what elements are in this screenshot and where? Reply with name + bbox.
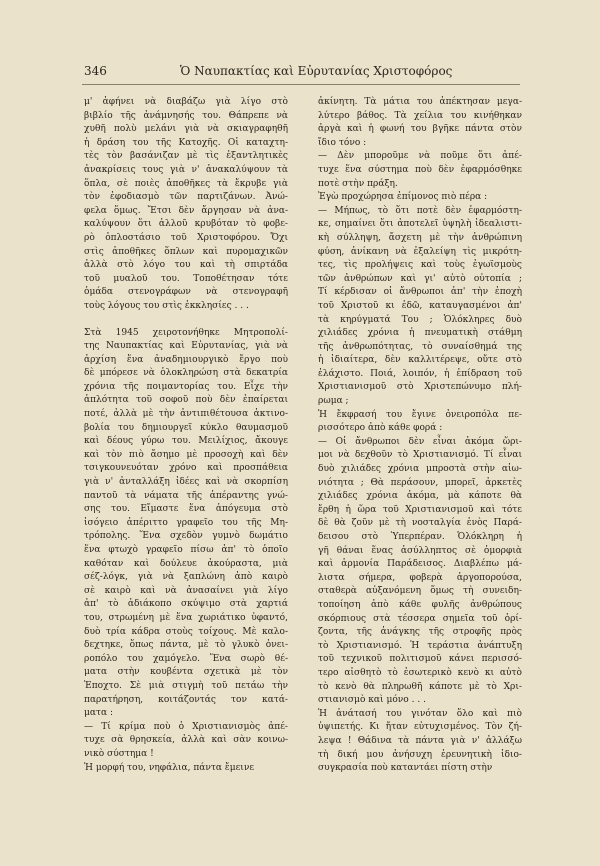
text-line: ζοντα, τῆς ἀνάγκης τῆς στροφῆς πρὸς: [318, 627, 522, 638]
text-line: ροπόλο του χαμόγελο. Ἕνα σωρὸ θέ-: [84, 653, 288, 664]
text-line: ὁμάδα στενογράφων νὰ στενογραφῆ: [84, 287, 288, 298]
text-line: ποτέ, ἀλλὰ μὲ τὴν ἀντιπιθέτουσα ἀκτινο-: [84, 409, 288, 420]
text-line: χιλιάδες χρόνια ἡ πνευματικὴ στάθμη: [318, 328, 522, 339]
text-line: Ἐγὼ προχώρησα ἐπίμονος πιὸ πέρα :: [318, 192, 488, 203]
text-line: λεψα ! Θάδινα τὰ πάντα γιὰ ν' ἀλλάξω: [318, 735, 522, 746]
text-line: τὲς τὸν βασάνιζαν μὲ τὶς ἐξαντλητικὲς: [84, 151, 288, 162]
text-line: σὲ καιρὸ καὶ νὰ ἀνασαίνει γιὰ λίγο: [84, 585, 288, 596]
text-line: τρόπολης. Ἕνα σχεδὸν γυμνὸ δωμάτιο: [84, 531, 288, 542]
paragraph: [318, 436, 522, 708]
text-line: — Δὲν μποροῦμε νὰ ποῦμε ὅτι ἀπέ-: [318, 151, 522, 162]
text-line: συγκρασία ποὺ καταντάει πίστη στὴν: [318, 763, 493, 774]
text-line: ἕνα φτωχὸ γραφεῖο πίσω ἀπ' τὸ ὁποῖο: [84, 545, 288, 555]
text-line: ἡ δράση του τῆς Κατοχῆς. Οἱ καταχτη-: [84, 137, 288, 148]
text-line: στιανισμὸ καὶ μόνο . . .: [318, 695, 426, 706]
paragraph: [318, 708, 522, 776]
text-line: Στὰ 1945 χειροτονήθηκε Μητροπολί-: [84, 327, 288, 338]
paragraph: [84, 721, 288, 762]
text-line: γῆ θάναι ἕνας ἀσύλληπτος σὲ ὀμορφιὰ: [318, 545, 522, 556]
text-line: κε, σημαίνει ὅτι ἀποτελεῖ ὑψηλὴ ἰδεαλιστι-: [318, 219, 522, 230]
text-line: δεισου στὸ Ὑπερπέραν. Ὁλόκληρη ἡ: [318, 532, 522, 542]
text-line: καὶ τὸν πιὸ ἄσημο μὲ προσοχὴ καὶ δὲν: [84, 449, 288, 460]
text-line: λιστα σήμερα, φοβερὰ ἀργοπορούσα,: [318, 572, 522, 583]
text-line: ρωμα ;: [318, 396, 349, 407]
text-line: ἁπλότητα τοῦ σοφοῦ ποὺ δὲν ἐπαίρεται: [84, 395, 288, 406]
text-line: μοι νὰ δεχθοῦν τὸ Χριστιανισμό. Τί εἶναι: [318, 450, 522, 461]
text-line: Τί κέρδισαν οἱ ἄνθρωποι ἀπ' τὴν ἐποχὴ: [318, 287, 522, 298]
text-line: σταθερὰ αὐξανόμενη ὅμως τὴ συνειδη-: [318, 586, 522, 597]
text-line: δεχτηκε, ὅπως πάντα, μὲ τὸ γλυκὸ ὀνει-: [84, 640, 288, 651]
text-line: ἀπ' τὸ ἀδιάκοπο σκύψιμο στὰ χαρτιά: [84, 599, 288, 610]
text-line: του, στρωμένη μὲ ἕνα χωριάτικο ὑφαντό,: [84, 612, 288, 623]
text-line: τοῦ τεχνικοῦ πολιτισμοῦ κάνει περισσό-: [318, 654, 522, 665]
text-line: δὲ μπόρεσε νὰ ὁλοκληρώση στὰ δεκατρία: [84, 368, 288, 379]
paragraph: [318, 150, 522, 191]
text-line: στὶς ἀποθῆκες ὅπλων καὶ πυρομαχικῶν: [84, 246, 288, 257]
text-line: ἡ ἰδιαίτερα, δὲν καλλιτέρεψε, οὔτε στὸ: [318, 355, 522, 366]
paragraph-gap: [84, 314, 288, 327]
text-line: φύση, ἀνίκανη νὰ ἐξαλείψη τὶς μικρότη-: [318, 246, 522, 257]
text-line: χρόνια τῆς ποιμαντορίας του. Εἶχε τὴν: [84, 381, 288, 392]
text-line: τὸν ἐφοδιασμὸ τῶν παρτιζάνων. Ἀνώ-: [84, 192, 288, 203]
text-line: σκόρπιους στὰ τέσσερα σημεῖα τοῦ ὁρί-: [318, 613, 522, 624]
text-line: βολία του δημιουργεῖ κύκλο θαυμασμοῦ: [84, 422, 288, 433]
text-line: ἴδιο τόνο :: [318, 137, 367, 148]
left-column: [84, 96, 288, 775]
text-line: ἀνακρίσεις τους γιὰ ν' ἀνακαλύψουν τὰ: [84, 164, 288, 175]
text-line: τσιγκουνευόταν χρόνο καὶ προσπάθεια: [84, 463, 288, 474]
text-line: τοῦ μυαλοῦ του. Τοποθέτησαν τότε: [84, 273, 288, 284]
text-line: ὑψιπετής. Κι ἤταν εὐτυχισμένος. Τὸν ζή-: [318, 722, 522, 733]
text-line: κὴ σύλληψη, ἄσχετη μὲ τὴν ἀνθρώπινη: [318, 232, 522, 243]
paragraph: [318, 96, 522, 150]
text-line: Ἡ ἀνάτασή του γινόταν ὅλο καὶ πιὸ: [318, 708, 522, 719]
text-line: ἀλλὰ στὸ λόγο του καὶ τὴ σπιρτάδα: [84, 260, 288, 271]
text-line: Ἡ μορφή του, νηφάλια, πάντα ἔμεινε: [84, 762, 255, 773]
text-line: σης του. Εἴμαστε ἕνα ἀπόγευμα στὸ: [84, 504, 288, 515]
text-line: τες, τὶς προλήψεις καὶ τοὺς ἐγωϊσμοὺς: [318, 260, 522, 271]
text-line: ποτὲ στὴν πράξη.: [318, 178, 398, 189]
text-line: τὰ κηρύγματά Του ; Ὁλόκληρες δυὸ: [318, 314, 522, 325]
text-line: καὶ δέους γύρω του. Μειλίχιος, ἄκουγε: [84, 436, 288, 447]
text-line: χυθῆ πολὺ μελάνι γιὰ νὰ σκιαγραφηθῆ: [84, 124, 288, 135]
text-line: ὅπλα, σὲ ποιὲς ἀποθῆκες τὰ ἔκρυβε γιὰ: [84, 178, 288, 189]
page-number: 346: [84, 64, 107, 78]
text-line: νιότητα ; Θὰ περάσουν, μπορεῖ, ἀρκετὲς: [318, 477, 522, 488]
text-line: φελα ὅμως. Ἔτσι δὲν ἄργησαν νὰ ἀνα-: [84, 205, 288, 216]
text-line: ματα :: [84, 708, 114, 719]
text-line: ἀκίνητη. Τὰ μάτια του ἀπέκτησαν μεγα-: [318, 97, 522, 107]
paragraph: [84, 96, 288, 314]
text-line: ἀργὰ καὶ ἡ φωνή του βγῆκε πάντα στὸν: [318, 124, 522, 135]
paragraph: [84, 762, 288, 776]
text-line: — Μήπως, τὸ ὅτι ποτὲ δὲν ἐφαρμόστη-: [318, 205, 522, 216]
text-line: τοῦ Χριστοῦ κι ἐδῶ, καταυγασμένοι ἀπ': [318, 300, 522, 311]
paragraph: [84, 327, 288, 721]
text-line: — Οἱ ἄνθρωποι δὲν εἶναι ἀκόμα ὥρι-: [318, 436, 522, 447]
paragraph: [318, 205, 522, 409]
text-line: παρατήρηση, κοιτάζοντάς τον κατά-: [84, 694, 288, 705]
text-line: ρισσότερο ἀπὸ κάθε φορά :: [318, 423, 443, 434]
text-line: Χριστιανισμοῦ στὸ Χριστεπώνυμο πλή-: [318, 382, 522, 393]
text-line: ἀρχίση ἕνα ἀναδημιουργικὸ ἔργο ποὺ: [84, 354, 288, 365]
text-line: τερο αἰσθητὸ τὸ ἐσωτερικὸ κενὸ κι αὐτὸ: [318, 667, 522, 678]
text-line: ἐλάχιστο. Ποιά, λοιπόν, ἡ ἐπίδραση τοῦ: [318, 368, 522, 379]
right-column: [318, 96, 522, 776]
text-line: — Τί κρίμα ποὺ ὁ Χριστιανισμὸς ἀπέ-: [84, 721, 288, 732]
paragraph: [318, 191, 522, 205]
text-line: βιβλίο τῆς ἀνάμνησής του. Θάπρεπε νὰ: [84, 110, 288, 121]
text-line: καθόταν καὶ δούλευε ἀκούραστα, μιὰ: [84, 558, 288, 569]
text-line: παντοῦ τὰ νάματα τῆς ἀπέραντης γνώ-: [84, 490, 288, 501]
text-line: τὸ κενὸ θὰ πληρωθῆ κάποτε μὲ τὸ Χρι-: [318, 681, 522, 692]
text-line: ρὸ ὁπλοστάσιο τοῦ Χριστοφόρου. Ὄχι: [84, 232, 288, 243]
text-line: τοποίηση ἀπὸ κάθε φυλῆς ἀνθρώπους: [318, 599, 522, 610]
text-line: χιλιάδες χρόνια ἀκόμα, μὰ κάποτε θὰ: [318, 491, 522, 502]
paragraph: [318, 409, 522, 436]
text-line: τοὺς λόγους του στὶς ἐκκλησίες . . .: [84, 300, 249, 311]
text-line: τὴ δική μου ἀνήσυχη ἐρευνητικὴ ἰδιο-: [318, 749, 522, 760]
text-line: δυὸ χιλιάδες χρόνια μπροστὰ στὴν αἰω-: [318, 464, 522, 475]
text-line: ἰσόγειο ἀπέριττο γραφεῖο του τῆς Μη-: [84, 517, 288, 528]
text-line: τῶν ἀνθρώπων καὶ γι' αὐτὸ οὐτοπία ;: [318, 273, 522, 284]
text-line: της Ναυπακτίας καὶ Εὐρυτανίας, γιὰ νὰ: [84, 341, 288, 352]
text-line: σέζ-λόγκ, γιὰ νὰ ξαπλώνη ἀπὸ καιρὸ: [84, 572, 288, 583]
text-line: Ἡ ἔκφρασή του ἔγινε ὀνειροπόλα πε-: [318, 409, 522, 420]
text-line: Ἐποχτο. Σὲ μιὰ στιγμὴ τοῦ πετάω τὴν: [84, 680, 288, 691]
text-line: δυὸ τρία κάδρα στοὺς τοίχους. Μὲ καλο-: [84, 626, 288, 637]
header-rule: [82, 84, 520, 85]
running-head: Ὁ Ναυπακτίας καὶ Εὐρυτανίας Χριστοφόρος: [180, 64, 453, 78]
text-line: καὶ ἁρμονία Παράδεισος. Διαβλέπω μά-: [318, 559, 522, 570]
text-line: ἔρθη ἡ ὥρα τοῦ Χριστιανισμοῦ καὶ τότε: [318, 504, 522, 515]
text-line: τῆς ἀνθρωπότητας, τὸ συναίσθημά της: [318, 341, 522, 352]
text-line: καλύψουν ὅτι ἀλλοῦ κρυβόταν τὸ φοβε-: [84, 219, 288, 230]
text-line: τυχε ἕνα σύστημα ποὺ δὲν ἐφαρμόσθηκε: [318, 164, 522, 175]
text-line: τὸ Χριστιανισμό. Ἡ τεράστια ἀνάπτυξη: [318, 640, 522, 651]
text-line: τυχε σὰ θρησκεία, ἀλλὰ καὶ σὰν κοινω-: [84, 735, 288, 746]
text-line: ματα στὴν κουβέντα σχετικὰ μὲ τὸν: [84, 667, 288, 678]
text-line: δὲ θὰ ζοῦν μὲ τὴ νοσταλγία ἑνὸς Παρά-: [318, 518, 522, 529]
text-line: λύτερο βάθος. Τὰ χείλια του κινήθηκαν: [318, 110, 522, 121]
text-line: μ' ἀφήνει νὰ διαβάζω γιὰ λίγο στὸ: [84, 97, 288, 107]
text-line: νικὸ σύστημα !: [84, 748, 154, 759]
text-line: γιὰ ν' ἀνταλλάξη ἰδέες καὶ νὰ σκορπίση: [84, 477, 288, 488]
